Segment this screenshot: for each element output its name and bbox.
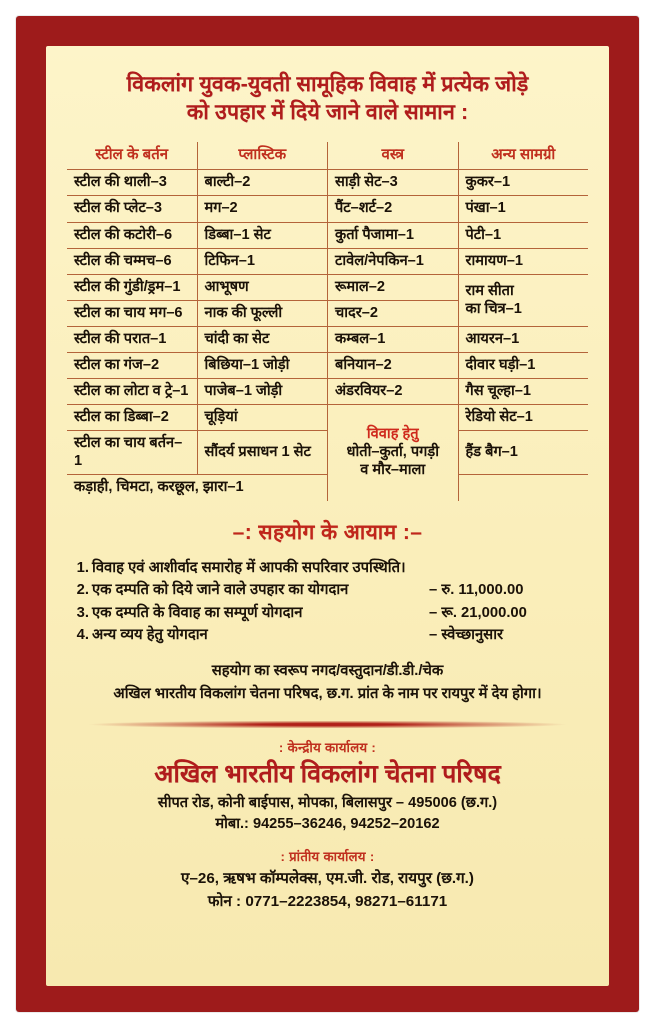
cell-plastic-7: चांदी का सेट: [197, 326, 328, 352]
cell-steel-9: स्टील का लोटा व ट्रे–1: [67, 379, 198, 405]
payment-note-line-2: अखिल भारतीय विकलांग चेतना परिषद, छ.ग. प्रांत के नाम पर रायपुर में देय होगा।: [113, 686, 542, 703]
head-office-address: सीपत रोड, कोनी बाईपास, मोपका, बिलासपुर – 495006 (छ.ग.): [157, 794, 498, 811]
cell-other-2: पंखा–1: [458, 196, 589, 222]
cell-other-3: पेटी–1: [458, 222, 589, 248]
table-row: [67, 326, 589, 352]
cell-plastic-6: नाक की फूल्ली: [197, 300, 328, 326]
gift-items-table: [66, 141, 589, 502]
regional-office-address: ए–26, ऋषभ कॉम्पलेक्स, एम.जी. रोड, रायपुर (छ.ग.): [181, 870, 474, 888]
cell-other-9: गैस चूल्हा–1: [458, 379, 589, 405]
cell-clothes-6: चादर–2: [328, 300, 459, 326]
table-row: [67, 170, 589, 196]
cell-plastic-2: मग–2: [197, 196, 328, 222]
column-header-other: अन्य सामग्री: [458, 141, 589, 170]
section-divider: [88, 721, 567, 728]
cell-steel-8: स्टील का गंज–2: [67, 353, 198, 379]
column-header-steel: स्टील के बर्तन: [67, 141, 198, 170]
gift-items-table-wrapper: [66, 141, 589, 502]
sahyog-point-amount-4: – स्वेच्छानुसार: [429, 627, 504, 644]
regional-office-phone: फोन : 0771–2223854, 98271–61171: [207, 892, 448, 910]
list-item: [92, 602, 577, 624]
cell-other-11: हैंड बैग–1: [458, 431, 589, 475]
table-row: [67, 353, 589, 379]
vivah-hetu-heading: विवाह हेतु: [366, 426, 419, 443]
cell-steel-3: स्टील की कटोरी–6: [67, 222, 198, 248]
cell-steel-10: स्टील का डिब्बा–2: [67, 405, 198, 431]
cell-plastic-4: टिफिन–1: [197, 248, 328, 274]
vivah-hetu-line-1: धोती–कुर्ता, पगड़ी: [346, 444, 439, 461]
table-row: [67, 222, 589, 248]
cell-plastic-9: पाजेब–1 जोड़ी: [197, 379, 328, 405]
cell-plastic-1: बाल्टी–2: [197, 170, 328, 196]
cell-plastic-10: चूड़ियां: [197, 405, 328, 431]
cell-clothes-9: अंडरवियर–2: [328, 379, 459, 405]
cell-steel-5: स्टील की गुंडी/ड्रम–1: [67, 274, 198, 300]
regional-office-label: : प्रांतीय कार्यालय :: [280, 849, 375, 865]
cell-other-8: दीवार घड़ी–1: [458, 353, 589, 379]
cell-clothes-7: कम्बल–1: [328, 326, 459, 352]
cell-other-1: कुकर–1: [458, 170, 589, 196]
head-office-block: [64, 738, 591, 835]
table-row: [67, 196, 589, 222]
cell-clothes-4: टावेल/नेपकिन–1: [328, 248, 459, 274]
cell-other-7: आयरन–1: [458, 326, 589, 352]
sahyog-point-text-1: विवाह एवं आशीर्वाद समारोह में आपकी सपरिवार उपस्थिति।: [92, 559, 406, 576]
list-item: [92, 579, 577, 601]
column-header-clothes: वस्त्र: [328, 141, 459, 170]
payment-note: [68, 660, 587, 707]
sahyog-point-amount-3: – रू. 21,000.00: [429, 604, 527, 621]
table-row: [67, 248, 589, 274]
payment-note-line-1: सहयोग का स्वरूप नगद/वस्तुदान/डी.डी./चेक: [211, 662, 444, 679]
table-header-row: [67, 141, 589, 170]
organization-name: अखिल भारतीय विकलांग चेतना परिषद: [154, 759, 501, 788]
list-item: [92, 557, 577, 579]
table-row: [67, 379, 589, 405]
cell-plastic-jewellery-heading: आभूषण: [197, 274, 328, 300]
cell-steel-1: स्टील की थाली–3: [67, 170, 198, 196]
column-header-plastic: प्लास्टिक: [197, 141, 328, 170]
sahyog-point-text-3: एक दम्पति के विवाह का सम्पूर्ण योगदान: [92, 604, 303, 621]
ram-sita-line-2: का चित्र–1: [465, 300, 522, 317]
head-office-mobile: मोबा.: 94255–36246, 94252–20162: [215, 816, 440, 832]
sahyog-point-text-2: एक दम्पति को दिये जाने वाले उपहार का योगदान: [92, 582, 349, 599]
page-title-line-1: विकलांग युवक-युवती सामूहिक विवाह में प्रत्येक जोड़े: [126, 72, 529, 96]
cell-steel-7: स्टील की परात–1: [67, 326, 198, 352]
cell-other-empty: [458, 475, 589, 501]
cell-other-10: रेडियो सेट–1: [458, 405, 589, 431]
cell-clothes-vivah-hetu: [328, 405, 459, 501]
sahyog-point-amount-2: – रु. 11,000.00: [429, 582, 524, 599]
table-row: [67, 274, 589, 300]
vivah-hetu-line-2: व मौर–माला: [360, 462, 426, 479]
sahyog-point-text-4: अन्य व्यय हेतु योगदान: [92, 627, 208, 644]
cell-clothes-1: साड़ी सेट–3: [328, 170, 459, 196]
list-item: [92, 624, 577, 646]
cell-clothes-3: कुर्ता पैजामा–1: [328, 222, 459, 248]
cell-steel-4: स्टील की चम्मच–6: [67, 248, 198, 274]
cell-plastic-11: सौंदर्य प्रसाधन 1 सेट: [197, 431, 328, 475]
cell-steel-2: स्टील की प्लेट–3: [67, 196, 198, 222]
page-title-line-2: को उपहार में दिये जाने वाले सामान :: [186, 100, 469, 125]
sahyog-section-heading: –: सहयोग के आयाम :–: [232, 520, 423, 544]
regional-office-block: [64, 847, 591, 913]
cell-plastic-3: डिब्बा–1 सेट: [197, 222, 328, 248]
cell-other-ram-sita-picture: [458, 274, 589, 326]
head-office-label: : केन्द्रीय कार्यालय :: [278, 739, 377, 755]
cell-clothes-2: पैंट–शर्ट–2: [328, 196, 459, 222]
cell-steel-11: स्टील का चाय बर्तन–1: [67, 431, 198, 475]
page-title: [70, 70, 585, 127]
outer-red-frame: [16, 16, 639, 1012]
cell-plastic-8: बिछिया–1 जोड़ी: [197, 353, 328, 379]
sahyog-points-list: [64, 557, 591, 647]
poster-content: [46, 46, 609, 986]
cell-clothes-5: रूमाल–2: [328, 274, 459, 300]
cell-other-4: रामायण–1: [458, 248, 589, 274]
table-row: [67, 405, 589, 431]
cell-steel-6: स्टील का चाय मग–6: [67, 300, 198, 326]
cell-steel-utensils-merged: कड़ाही, चिमटा, करछूल, झारा–1: [67, 475, 328, 501]
ram-sita-line-1: राम सीता: [465, 282, 514, 299]
cell-clothes-8: बनियान–2: [328, 353, 459, 379]
